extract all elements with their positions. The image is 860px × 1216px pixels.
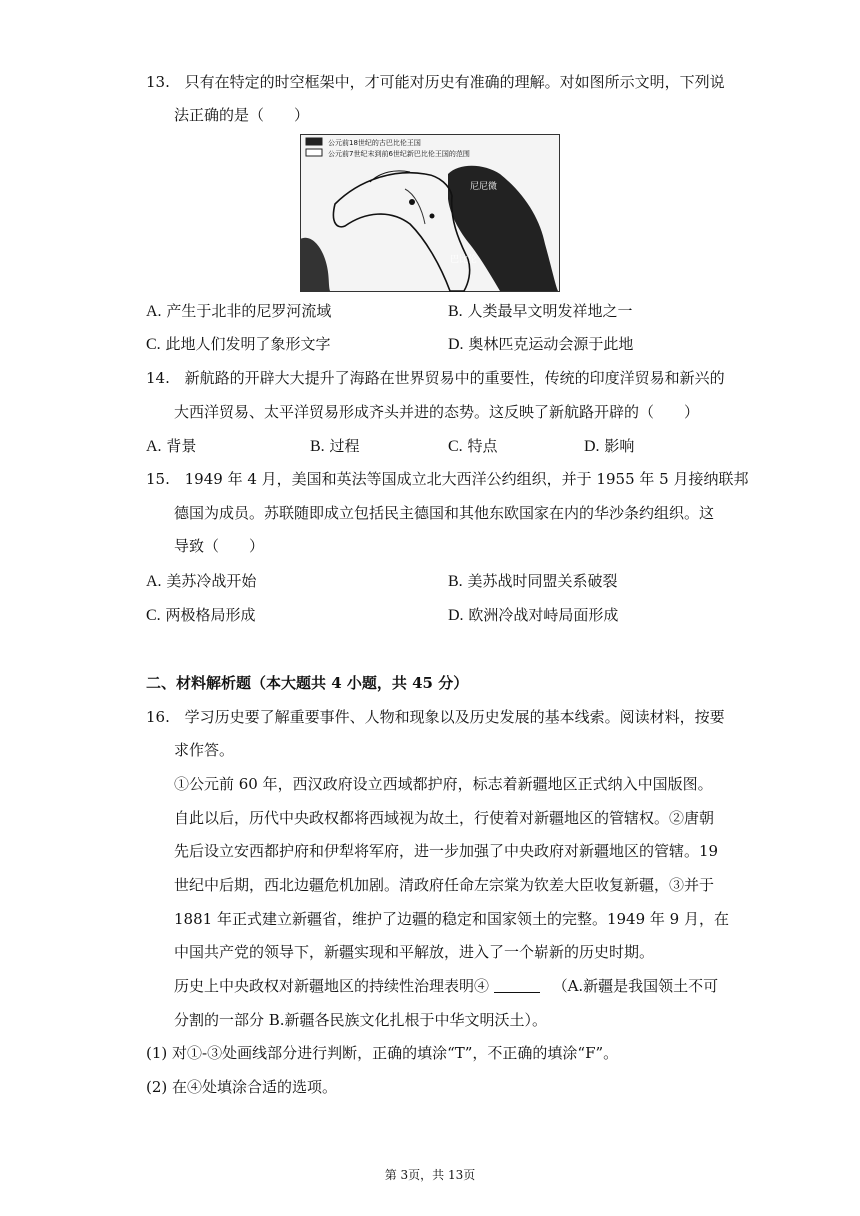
question-text: 只有在特定的时空框架中，才可能对历史有准确的理解。对如图所示文明，下列说: [184, 73, 725, 91]
material-line-2: 自此以后，历代中央政权都将西域视为故土，行使着对新疆地区的管辖权。②唐朝: [174, 809, 715, 827]
question-text: 1949 年 4 月，美国和英法等国成立北大西洋公约组织，并于 1955 年 5 月接纳联邦: [184, 470, 749, 488]
question-13-line-1: [146, 72, 725, 92]
sub-question-1: (1) 对①-③处画线部分进行判断，正确的填涂“T”，不正确的填涂“F”。: [146, 1044, 619, 1062]
option-d[interactable]: D. 影响: [584, 437, 635, 455]
question-16-line-2: 求作答。: [174, 741, 235, 759]
option-a[interactable]: A. 背景: [146, 437, 197, 455]
material-line-8: 分割的一部分 B.新疆各民族文化扎根于中华文明沃土）。: [174, 1011, 548, 1029]
option-d[interactable]: D. 欧洲冷战对峙局面形成: [448, 606, 619, 624]
question-number: 15.: [146, 470, 170, 488]
option-d[interactable]: D. 奥林匹克运动会源于此地: [448, 335, 634, 353]
page-footer: 第 3页，共 13页: [384, 1168, 476, 1182]
sub-question-2: (2) 在④处填涂合适的选项。: [146, 1078, 338, 1096]
babylon-map-image: [300, 134, 560, 292]
option-a[interactable]: A. 美苏冷战开始: [146, 572, 257, 590]
question-number: 14.: [146, 369, 170, 387]
map-label-babylon: 巴比伦: [450, 255, 478, 265]
question-15-line-3: 导致（ ）: [174, 537, 265, 555]
question-text: 新航路的开辟大大提升了海路在世界贸易中的重要性，传统的印度洋贸易和新兴的: [184, 369, 725, 387]
section-heading: 二、材料解析题（本大题共 4 小题，共 45 分）: [146, 674, 469, 692]
option-c[interactable]: C. 特点: [448, 437, 498, 455]
material-line-1: ①公元前 60 年，西汉政府设立西域都护府，标志着新疆地区正式纳入中国版图。: [174, 775, 713, 793]
material-line-3: 先后设立安西都护府和伊犁将军府，进一步加强了中央政府对新疆地区的管辖。19: [174, 842, 719, 860]
material-line-5: 1881 年正式建立新疆省，维护了边疆的稳定和国家领土的完整。1949 年 9 月，在: [174, 910, 729, 928]
question-15-line-1: [146, 469, 748, 489]
option-c[interactable]: C. 此地人们发明了象形文字: [146, 335, 331, 353]
option-b[interactable]: B. 人类最早文明发祥地之一: [448, 302, 633, 320]
map-label-ninive: 尼尼微: [470, 182, 498, 192]
question-15-line-2: 德国为成员。苏联随即成立包括民主德国和其他东欧国家在内的华沙条约组织。这: [174, 504, 715, 522]
material-text: （A.新疆是我国领土不可: [552, 977, 719, 995]
question-text: 学习历史要了解重要事件、人物和现象以及历史发展的基本线索。阅读材料，按要: [184, 708, 725, 726]
question-number: 16.: [146, 708, 170, 726]
material-line-6: 中国共产党的领导下，新疆实现和平解放，进入了一个崭新的历史时期。: [174, 943, 655, 961]
option-b[interactable]: B. 美苏战时同盟关系破裂: [448, 572, 618, 590]
question-14-line-2: 大西洋贸易、太平洋贸易形成齐头并进的态势。这反映了新航路开辟的（ ）: [174, 403, 700, 421]
map-legend-1: 公元前18世纪的古巴比伦王国: [328, 139, 421, 147]
question-14-line-1: [146, 368, 725, 388]
material-line-4: 世纪中后期，西北边疆危机加剧。清政府任命左宗棠为钦差大臣收复新疆，③并于: [174, 876, 715, 894]
question-number: 13.: [146, 73, 170, 91]
material-text: 历史上中央政权对新疆地区的持续性治理表明④: [174, 977, 490, 995]
question-13-line-2: 法正确的是（ ）: [174, 106, 310, 124]
option-b[interactable]: B. 过程: [310, 437, 360, 455]
material-line-7: [174, 976, 718, 996]
map-legend-2: 公元前7世纪末到前6世纪新巴比伦王国的范围: [328, 150, 470, 158]
option-c[interactable]: C. 两极格局形成: [146, 606, 256, 624]
answer-blank[interactable]: [494, 978, 540, 993]
option-a[interactable]: A. 产生于北非的尼罗河流域: [146, 302, 332, 320]
question-16-line-1: [146, 707, 725, 727]
